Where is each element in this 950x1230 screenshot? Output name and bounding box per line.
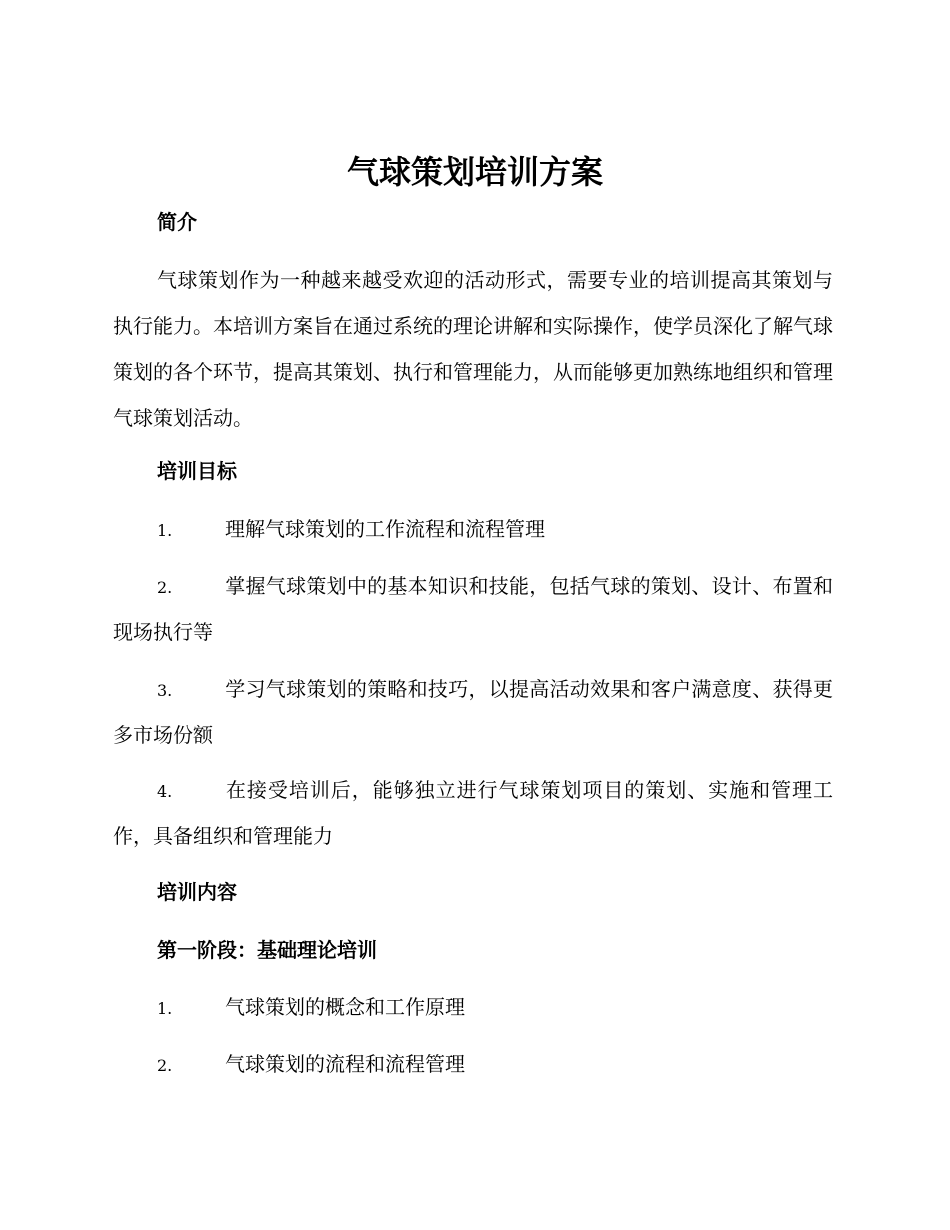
list-text: 掌握气球策划中的基本知识和技能，包括气球的策划、设计、布置和现场执行等	[113, 574, 833, 644]
list-text: 在接受培训后，能够独立进行气球策划项目的策划、实施和管理工作，具备组织和管理能力	[113, 778, 833, 848]
list-text: 理解气球策划的工作流程和流程管理	[225, 517, 545, 541]
stage1-item-2	[113, 1042, 833, 1088]
stage1-heading: 第一阶段：基础理论培训	[157, 938, 377, 962]
list-number: 1.	[157, 521, 173, 540]
list-number: 2.	[157, 578, 173, 597]
list-number: 4.	[157, 782, 173, 801]
section-heading-content: 培训内容	[157, 880, 237, 904]
goal-item-2	[113, 564, 833, 654]
list-text: 气球策划的流程和流程管理	[225, 1052, 465, 1076]
section-heading-intro: 简介	[157, 210, 197, 234]
section-heading-goals: 培训目标	[157, 459, 237, 483]
goal-item-3	[113, 667, 833, 757]
goal-item-1	[113, 507, 833, 553]
stage1-item-1	[113, 985, 833, 1031]
list-text: 学习气球策划的策略和技巧，以提高活动效果和客户满意度、获得更多市场份额	[113, 677, 833, 747]
intro-paragraph: 气球策划作为一种越来越受欢迎的活动形式，需要专业的培训提高其策划与执行能力。本培训方案旨在通过系统的理论讲解和实际操作，使学员深化了解气球策划的各个环节，提高其策划、执行和管理能力，从而能够更加熟练地组织和管理气球策划活动。	[113, 268, 833, 430]
list-text: 气球策划的概念和工作原理	[225, 995, 465, 1019]
goal-item-4	[113, 768, 833, 858]
list-number: 1.	[157, 999, 173, 1018]
list-number: 3.	[157, 681, 173, 700]
document-title: 气球策划培训方案	[346, 153, 603, 191]
list-number: 2.	[157, 1056, 173, 1075]
